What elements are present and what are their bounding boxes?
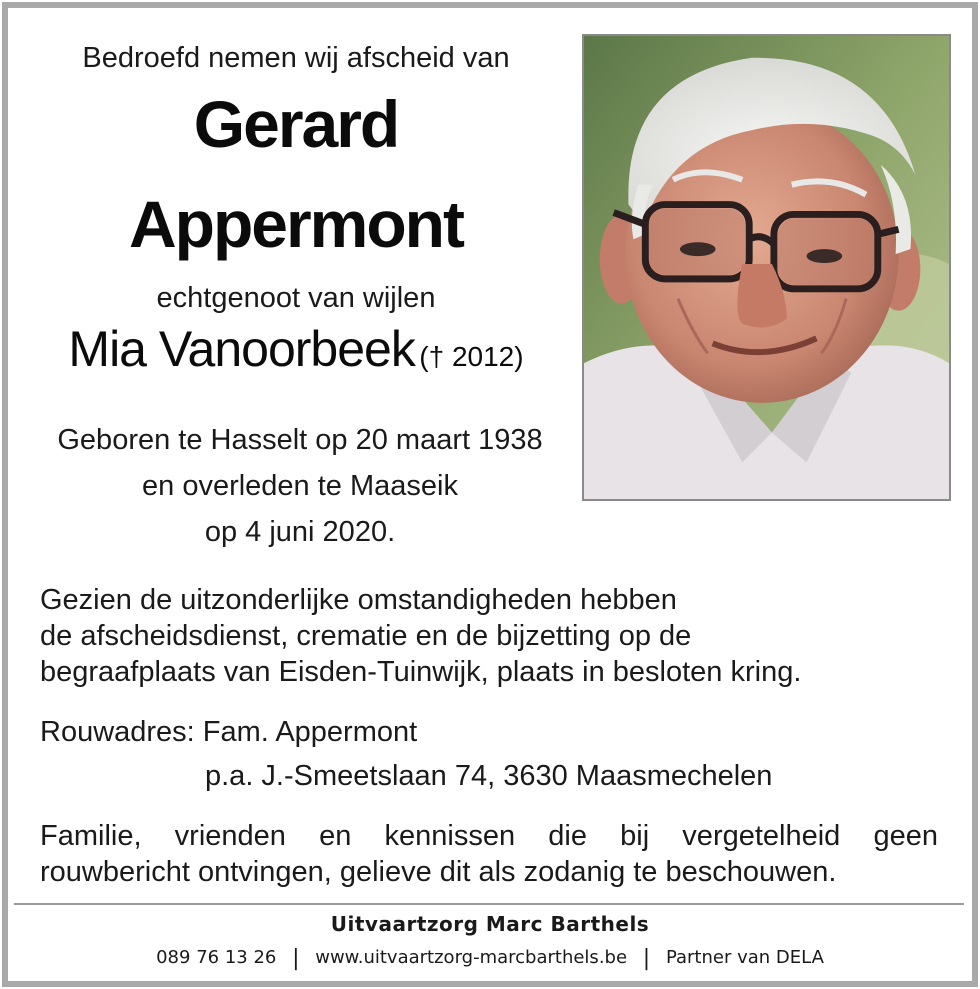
ceremony-line: de afscheidsdienst, crematie en de bijzetting op de <box>40 620 692 652</box>
contact-line <box>0 946 980 971</box>
spouse-death-year: († 2012) <box>419 341 524 372</box>
death-place-line: en overleden te Maaseik <box>142 470 458 502</box>
death-date-line: op 4 juni 2020. <box>204 516 396 548</box>
notice-line: Familie, vrienden en kennissen die bij vergetelheid geen <box>40 820 938 852</box>
phone-number: 089 76 13 26 <box>156 947 277 968</box>
spouse-intro: echtgenoot van wijlen <box>156 282 436 314</box>
notice-paragraph <box>40 818 938 890</box>
partner-text: Partner van DELA <box>665 947 824 968</box>
website-link[interactable]: www.uitvaartzorg-marcbarthels.be <box>315 947 628 968</box>
ceremony-paragraph <box>40 582 940 690</box>
deceased-first-name: Gerard <box>193 87 399 161</box>
separator: | <box>292 946 300 971</box>
spouse-name: Mia Vanoorbeek <box>68 321 415 377</box>
separator: | <box>642 946 651 971</box>
address-label: Rouwadres: Fam. Appermont <box>40 716 418 748</box>
deceased-last-name: Appermont <box>129 187 463 261</box>
notice-line: rouwbericht ontvingen, gelieve dit als zodanig te beschouwen. <box>40 856 837 888</box>
ceremony-line: Gezien de uitzonderlijke omstandigheden hebben <box>40 584 677 616</box>
footer-divider <box>14 903 964 905</box>
spouse-line <box>0 320 592 378</box>
company-name: Uitvaartzorg Marc Barthels <box>330 912 650 936</box>
ceremony-line: begraafplaats van Eisden-Tuinwijk, plaats in besloten kring. <box>40 656 802 688</box>
intro-text: Bedroefd nemen wij afscheid van <box>82 42 510 74</box>
portrait-photo <box>582 34 951 501</box>
address-line: p.a. J.-Smeetslaan 74, 3630 Maasmechelen <box>205 760 773 792</box>
birth-line: Geboren te Hasselt op 20 maart 1938 <box>57 424 543 456</box>
